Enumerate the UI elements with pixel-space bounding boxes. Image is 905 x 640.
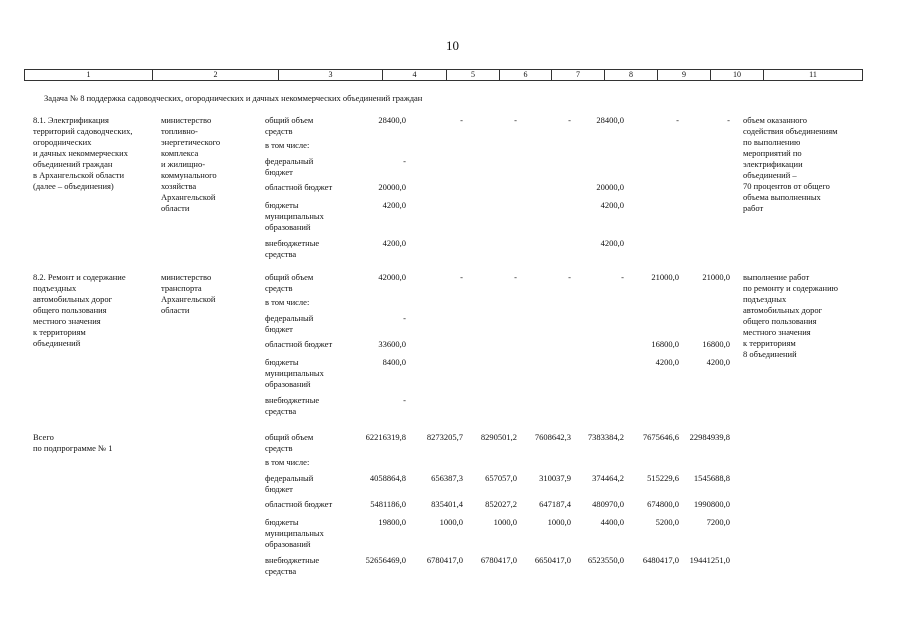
column-number-header	[24, 69, 863, 81]
funding-value: 1000,0	[439, 517, 463, 527]
header-cell: 9	[658, 70, 711, 81]
funding-value: 656387,3	[431, 473, 463, 483]
funding-source-label: внебюджетные средства	[265, 238, 320, 259]
funding-value: 7383384,2	[587, 432, 624, 442]
funding-value: 515229,6	[647, 473, 679, 483]
funding-value: 6780417,0	[426, 555, 463, 565]
header-cell: 8	[605, 70, 658, 81]
funding-value: 1990800,0	[693, 499, 730, 509]
funding-value: 22984939,8	[689, 432, 730, 442]
funding-value: 62216319,8	[365, 432, 406, 442]
funding-value: 1545688,8	[693, 473, 730, 483]
funding-value: 4400,0	[600, 517, 624, 527]
header-cell: 2	[153, 70, 279, 81]
funding-value: 16800,0	[702, 339, 730, 349]
funding-source-label: бюджеты муниципальных образований	[265, 200, 324, 232]
header-cell: 6	[500, 70, 552, 81]
funding-value: -	[460, 115, 463, 125]
funding-source-label: федеральный бюджет	[265, 473, 314, 494]
funding-value: 19800,0	[378, 517, 406, 527]
funding-value: 8290501,2	[480, 432, 517, 442]
funding-value: 4200,0	[600, 200, 624, 210]
funding-source-label: внебюджетные средства	[265, 555, 320, 576]
measure-name: 8.1. Электрификация территорий садоводческих, огороднических и дачных некоммерческих объединений граждан в Архангельской области (далее – объединения)	[33, 115, 133, 191]
funding-value: 16800,0	[651, 339, 679, 349]
funding-value: 4200,0	[382, 238, 406, 248]
executor: министерство топливно- энергетического комплекса и жилищно- коммунального хозяйства Архангельской области	[161, 115, 221, 213]
funding-source-label: областной бюджет	[265, 339, 333, 349]
funding-value: 647187,4	[539, 499, 571, 509]
funding-source-label: бюджеты муниципальных образований	[265, 517, 324, 549]
funding-value: 852027,2	[485, 499, 517, 509]
measure-name: Всего по подпрограмме № 1	[33, 432, 113, 453]
executor: министерство транспорта Архангельской области	[161, 272, 216, 315]
funding-value: 5200,0	[655, 517, 679, 527]
funding-value: 1000,0	[493, 517, 517, 527]
funding-value: 4200,0	[382, 200, 406, 210]
task-heading: Задача № 8 поддержка садоводческих, огороднических и дачных некоммерческих объединений граждан	[44, 93, 423, 103]
funding-value: 8273205,7	[426, 432, 463, 442]
funding-source-label: в том числе:	[265, 297, 310, 307]
funding-value: -	[460, 272, 463, 282]
funding-value: -	[568, 272, 571, 282]
funding-source-label: внебюджетные средства	[265, 395, 320, 416]
funding-value: -	[403, 395, 406, 405]
funding-source-label: общий объем средств	[265, 115, 314, 136]
funding-value: -	[727, 115, 730, 125]
header-cell: 10	[711, 70, 764, 81]
header-cell: 5	[447, 70, 500, 81]
funding-source-label: общий объем средств	[265, 432, 314, 453]
funding-value: 28400,0	[378, 115, 406, 125]
funding-value: 7675646,6	[642, 432, 679, 442]
funding-source-label: федеральный бюджет	[265, 156, 314, 177]
funding-source-label: областной бюджет	[265, 499, 333, 509]
header-cell: 1	[25, 70, 153, 81]
funding-value: -	[403, 156, 406, 166]
funding-value: 20000,0	[378, 182, 406, 192]
funding-value: 657057,0	[485, 473, 517, 483]
funding-source-label: областной бюджет	[265, 182, 333, 192]
funding-value: -	[621, 272, 624, 282]
funding-value: 19441251,0	[689, 555, 730, 565]
funding-value: 21000,0	[702, 272, 730, 282]
header-cell: 3	[279, 70, 383, 81]
funding-value: 20000,0	[596, 182, 624, 192]
funding-value: 674800,0	[647, 499, 679, 509]
funding-value: 4200,0	[655, 357, 679, 367]
funding-value: 42000,0	[378, 272, 406, 282]
page-number: 10	[446, 38, 459, 53]
funding-value: 4058864,8	[369, 473, 406, 483]
funding-value: 310037,9	[539, 473, 571, 483]
funding-value: 7200,0	[706, 517, 730, 527]
funding-value: 1000,0	[547, 517, 571, 527]
measure-name: 8.2. Ремонт и содержание подъездных автомобильных дорог общего пользования местного значения к территориям объединений	[33, 272, 126, 348]
funding-value: 33600,0	[378, 339, 406, 349]
funding-value: 4200,0	[706, 357, 730, 367]
funding-value: -	[676, 115, 679, 125]
funding-value: -	[514, 272, 517, 282]
funding-value: 7608642,3	[534, 432, 571, 442]
funding-value: 28400,0	[596, 115, 624, 125]
funding-value: 374464,2	[592, 473, 624, 483]
expected-result: объем оказанного содействия объединениям по выполнению мероприятий по электрификации объединений – 70 процентов от общего объема выполненных работ	[743, 115, 838, 213]
funding-value: 6480417,0	[642, 555, 679, 565]
funding-value: 480970,0	[592, 499, 624, 509]
funding-value: 6523550,0	[587, 555, 624, 565]
funding-value: 4200,0	[600, 238, 624, 248]
funding-source-label: бюджеты муниципальных образований	[265, 357, 324, 389]
funding-value: 8400,0	[382, 357, 406, 367]
funding-value: 835401,4	[431, 499, 463, 509]
funding-value: 6650417,0	[534, 555, 571, 565]
header-cell: 7	[552, 70, 605, 81]
header-cell: 4	[383, 70, 447, 81]
funding-value: 5481186,0	[370, 499, 406, 509]
funding-value: 52656469,0	[365, 555, 406, 565]
funding-source-label: в том числе:	[265, 457, 310, 467]
funding-source-label: федеральный бюджет	[265, 313, 314, 334]
header-cell: 11	[764, 70, 863, 81]
funding-value: -	[514, 115, 517, 125]
funding-value: -	[568, 115, 571, 125]
funding-source-label: в том числе:	[265, 140, 310, 150]
funding-value: 21000,0	[651, 272, 679, 282]
funding-source-label: общий объем средств	[265, 272, 314, 293]
funding-value: 6780417,0	[480, 555, 517, 565]
expected-result: выполнение работ по ремонту и содержанию подъездных автомобильных дорог общего пользования местного значения к территориям 8 объединений	[743, 272, 838, 359]
funding-value: -	[403, 313, 406, 323]
